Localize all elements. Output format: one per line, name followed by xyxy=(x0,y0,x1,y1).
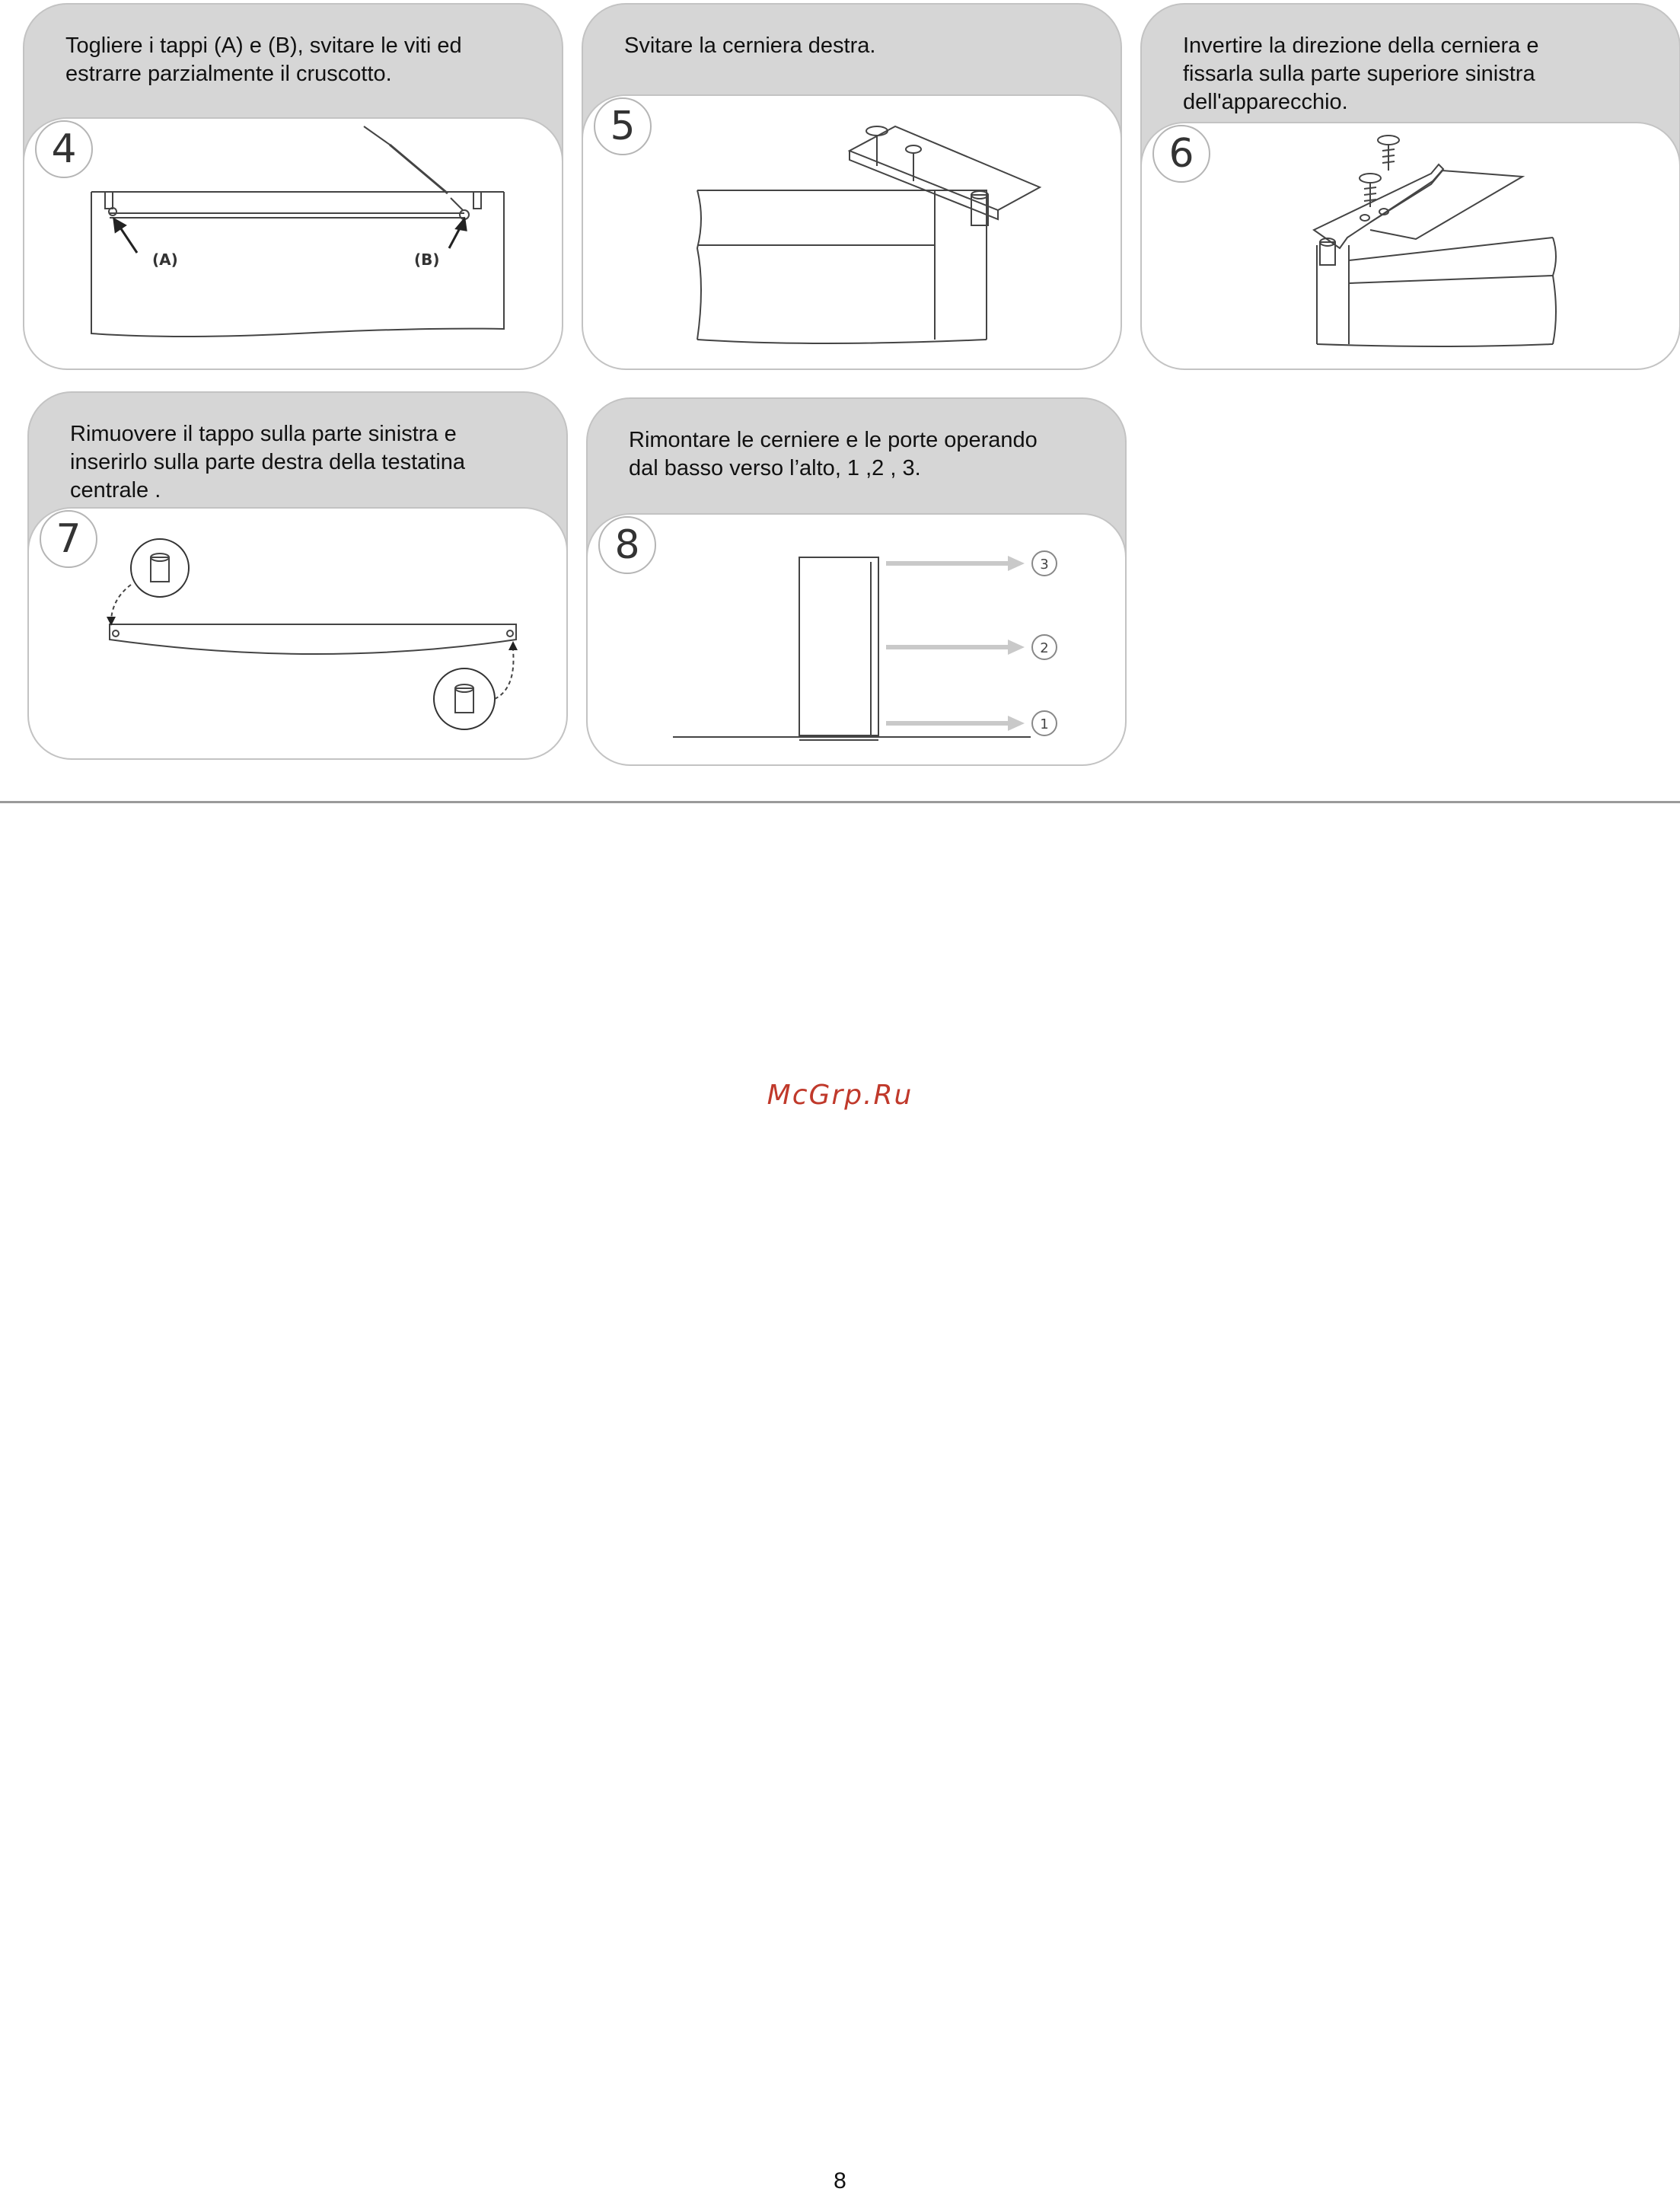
step-card-5 xyxy=(582,3,1122,370)
step-card-4 xyxy=(23,3,563,370)
step-number: 6 xyxy=(1152,125,1210,183)
order-marker-2: 2 xyxy=(1040,640,1049,656)
step-caption: Rimontare le cerniere e le porte operando dal basso verso l’alto, 1 ,2 , 3. xyxy=(629,428,1038,480)
step-number: 8 xyxy=(598,516,656,574)
step-caption: Invertire la direzione della cerniera e fissarla sulla parte superiore sinistra dell'apparecchio. xyxy=(1183,33,1539,114)
step-caption: Svitare la cerniera destra. xyxy=(624,33,876,58)
illustration-panel xyxy=(23,117,563,370)
illustration-panel xyxy=(582,94,1122,370)
step-caption: Togliere i tappi (A) e (B), svitare le viti ed estrarre parzialmente il cruscotto. xyxy=(65,33,462,86)
control-panel-illustration xyxy=(24,119,562,370)
left-hinge-illustration xyxy=(1142,123,1679,370)
section-divider xyxy=(0,801,1680,803)
order-marker-1: 1 xyxy=(1040,716,1049,732)
illustration-panel xyxy=(27,507,568,760)
label-a: (A) xyxy=(152,250,178,269)
step-card-6 xyxy=(1140,3,1680,370)
step-number: 5 xyxy=(594,97,652,155)
step-card-8 xyxy=(586,397,1127,766)
step-number: 7 xyxy=(40,510,97,568)
right-hinge-illustration xyxy=(583,96,1121,370)
label-b: (B) xyxy=(414,250,440,269)
step-number: 4 xyxy=(35,120,93,178)
watermark: McGrp.Ru xyxy=(767,1080,913,1111)
illustration-panel xyxy=(1140,122,1680,370)
page-number: 8 xyxy=(834,2168,846,2193)
step-card-7 xyxy=(27,391,568,760)
reassembly-order-illustration xyxy=(588,515,1125,766)
cap-transfer-illustration xyxy=(29,509,566,760)
illustration-panel xyxy=(586,513,1127,766)
order-marker-3: 3 xyxy=(1040,557,1049,573)
step-caption: Rimuovere il tappo sulla parte sinistra e inserirlo sulla parte destra della testatina centrale . xyxy=(70,422,466,502)
